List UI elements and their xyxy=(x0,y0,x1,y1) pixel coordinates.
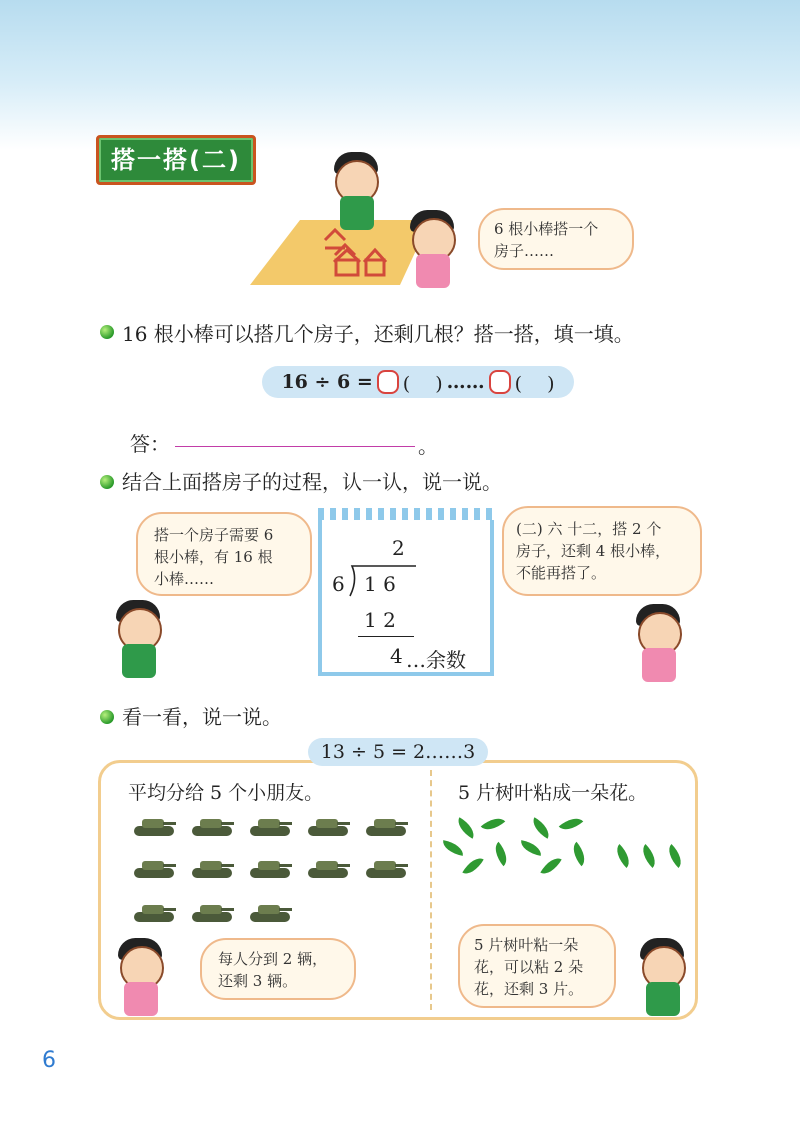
right-panel-title: 5 片树叶粘成一朵花。 xyxy=(458,782,648,804)
tank-icon xyxy=(188,900,236,924)
equation-1 xyxy=(262,366,574,398)
remainder: 4 xyxy=(390,644,403,668)
remainder-answer-box[interactable] xyxy=(489,370,511,394)
section-title: 搭一搭(二) xyxy=(96,135,256,185)
ellipsis: …… xyxy=(446,371,485,393)
divisor: 6 xyxy=(332,572,345,596)
bullet-icon xyxy=(100,325,114,339)
board-spiral xyxy=(318,508,494,520)
question-1: 16 根小棒可以搭几个房子，还剩几根？搭一搭，填一填。 xyxy=(122,322,634,346)
remainder-unit-blank[interactable]: ( ) xyxy=(514,372,555,395)
tank-icon xyxy=(362,814,410,838)
equation-2: 13 ÷ 5 = 2……3 xyxy=(308,738,488,766)
header-band xyxy=(0,0,800,150)
speech-bubble-left: 搭一个房子需要 6 根小棒，有 16 根 小棒…… xyxy=(136,512,312,596)
quotient-answer-box[interactable] xyxy=(377,370,399,394)
tank-icon xyxy=(304,856,352,880)
left-panel-title: 平均分给 5 个小朋友。 xyxy=(128,782,324,804)
dividend: 1 6 xyxy=(364,572,396,596)
tank-icon xyxy=(246,814,294,838)
quotient-unit-blank[interactable]: ( ) xyxy=(402,372,443,395)
tank-icon xyxy=(130,856,178,880)
answer-end: 。 xyxy=(418,434,438,458)
question-2: 结合上面搭房子的过程，认一认，说一说。 xyxy=(122,470,502,494)
question-3: 看一看，说一说。 xyxy=(122,705,282,729)
answer-input-line[interactable] xyxy=(175,446,415,447)
speech-bubble-intro: 6 根小棒搭一个 房子…… xyxy=(478,208,634,270)
quotient: 2 xyxy=(392,536,405,560)
bullet-icon xyxy=(100,475,114,489)
speech-bubble-right: (二) 六 十二，搭 2 个 房子，还剩 4 根小棒， 不能再搭了。 xyxy=(502,506,702,596)
tank-icon xyxy=(130,900,178,924)
product: 1 2 xyxy=(364,608,396,632)
tank-icon xyxy=(188,814,236,838)
tank-icon xyxy=(246,900,294,924)
remainder-label: …余数 xyxy=(406,648,466,672)
tank-icon xyxy=(246,856,294,880)
tank-icon xyxy=(130,814,178,838)
frame-divider xyxy=(430,770,432,1010)
tank-icon xyxy=(188,856,236,880)
speech-bubble-tanks: 每人分到 2 辆， 还剩 3 辆。 xyxy=(200,938,356,1000)
equation-lhs: 16 ÷ 6 = xyxy=(281,371,373,393)
page-number: 6 xyxy=(42,1048,56,1073)
subtraction-line xyxy=(358,636,414,637)
tank-icon xyxy=(362,856,410,880)
speech-bubble-leaves: 5 片树叶粘一朵 花，可以粘 2 朵 花，还剩 3 片。 xyxy=(458,924,616,1008)
answer-label: 答： xyxy=(130,432,170,456)
tank-icon xyxy=(304,814,352,838)
bullet-icon xyxy=(100,710,114,724)
long-division-board xyxy=(318,514,494,676)
